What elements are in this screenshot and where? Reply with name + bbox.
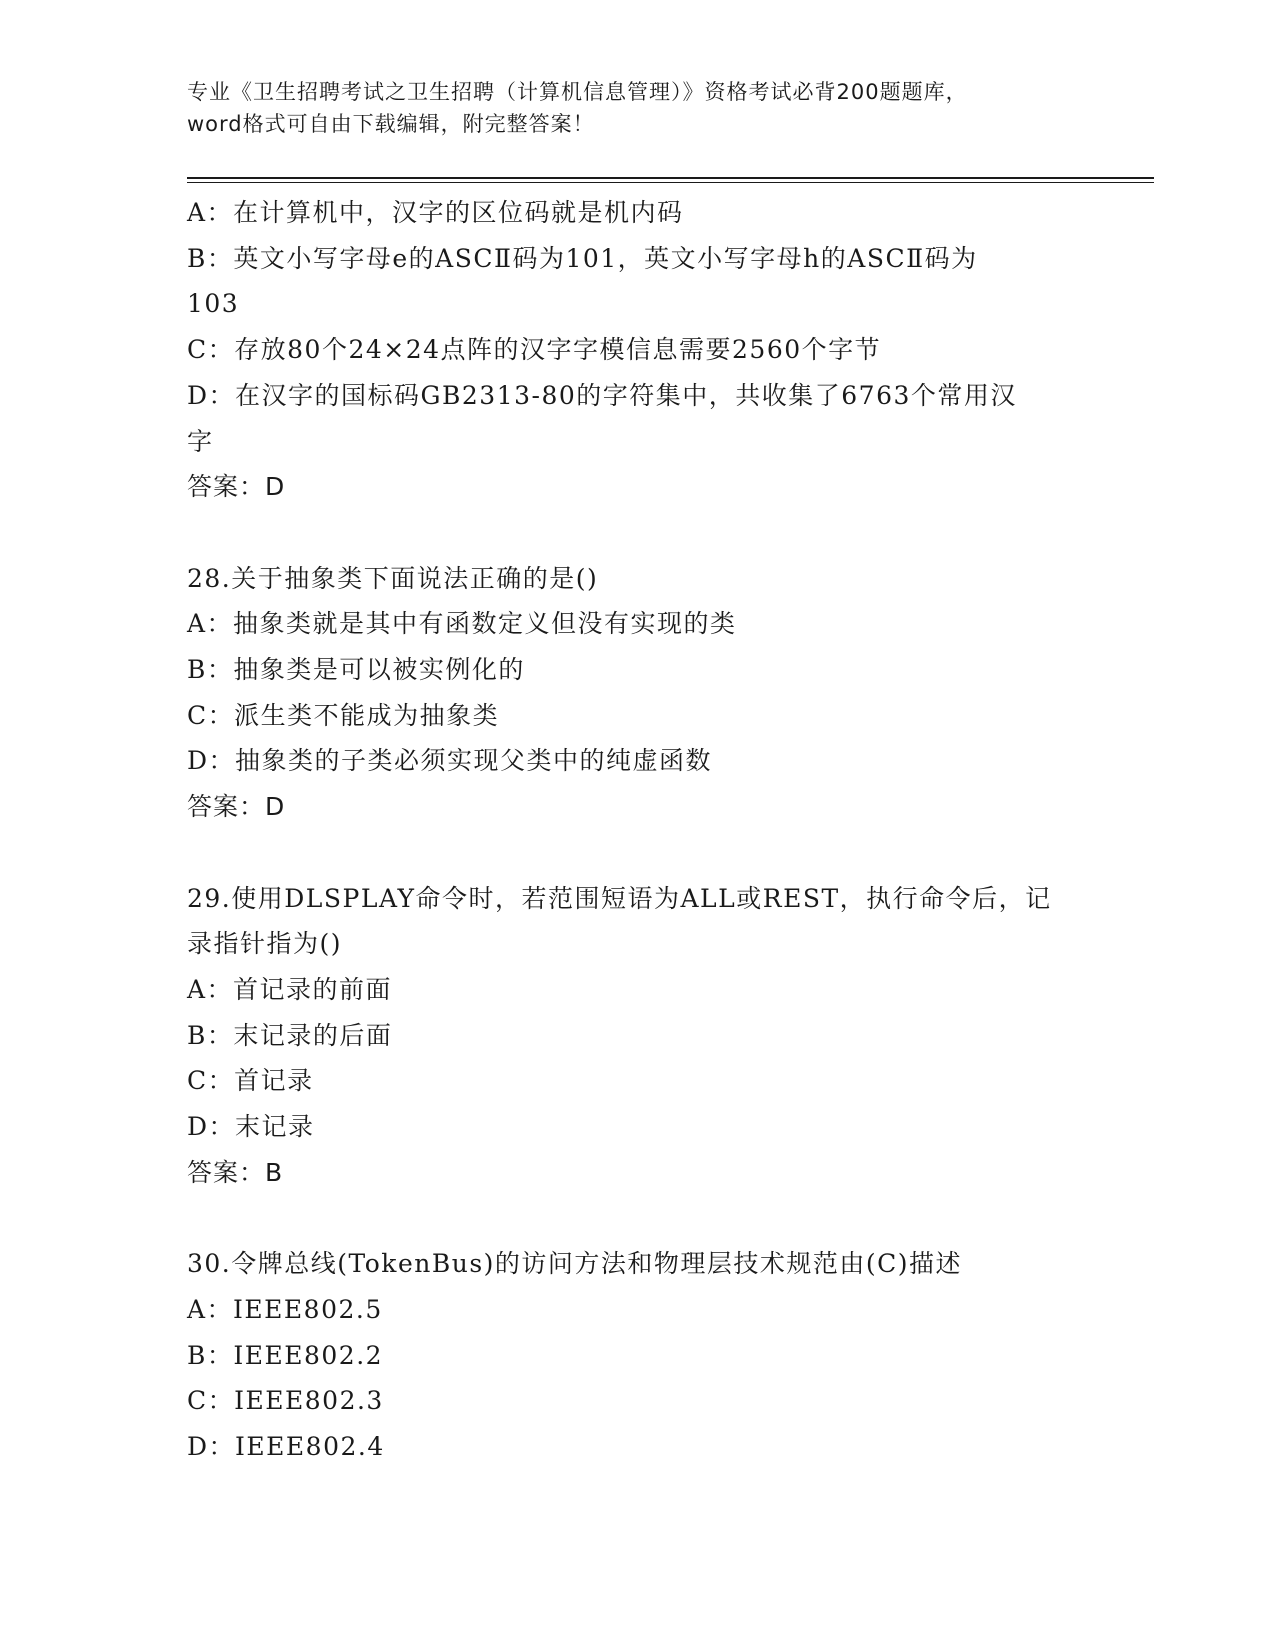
option-d: D：在汉字的国标码GB2313-80的字符集中，共收集了6763个常用汉 bbox=[187, 380, 1017, 410]
question-content bbox=[187, 190, 1087, 1470]
option-c: C：存放80个24×24点阵的汉字字模信息需要2560个字节 bbox=[187, 335, 882, 365]
spacer bbox=[187, 830, 1087, 876]
option-b: B：IEEE802.2 bbox=[187, 1340, 384, 1370]
option-d: D：IEEE802.4 bbox=[187, 1431, 385, 1461]
option-b: B：末记录的后面 bbox=[187, 1020, 393, 1050]
header-divider-thin bbox=[187, 182, 1154, 183]
option-a: A：首记录的前面 bbox=[187, 974, 393, 1004]
question-stem-continued: 录指针指为() bbox=[187, 929, 343, 959]
question-28 bbox=[187, 556, 1087, 830]
document-header bbox=[187, 76, 1087, 140]
answer-line: 答案：B bbox=[187, 1157, 284, 1187]
spacer bbox=[187, 510, 1087, 556]
option-d: D：抽象类的子类必须实现父类中的纯虚函数 bbox=[187, 746, 713, 776]
question-stem: 28.关于抽象类下面说法正确的是() bbox=[187, 563, 599, 593]
header-line-1: 专业《卫生招聘考试之卫生招聘（计算机信息管理）》资格考试必背200题题库， bbox=[187, 80, 968, 104]
question-29 bbox=[187, 876, 1087, 1196]
answer-line: 答案：D bbox=[187, 472, 286, 502]
option-c: C：IEEE802.3 bbox=[187, 1386, 384, 1416]
header-line-2: word格式可自由下载编辑，附完整答案！ bbox=[187, 112, 595, 136]
question-stem: 29.使用DLSPLAY命令时，若范围短语为ALL或REST，执行命令后，记 bbox=[187, 883, 1052, 913]
option-c: C：派生类不能成为抽象类 bbox=[187, 700, 500, 730]
option-a: A：IEEE802.5 bbox=[187, 1294, 383, 1324]
option-b: B：英文小写字母e的ASCⅡ码为101，英文小写字母h的ASCⅡ码为 bbox=[187, 243, 978, 273]
spacer bbox=[187, 1195, 1087, 1241]
answer-line: 答案：D bbox=[187, 792, 286, 822]
question-30 bbox=[187, 1241, 1087, 1470]
option-b-continued: 103 bbox=[187, 289, 240, 319]
option-d: D：末记录 bbox=[187, 1112, 315, 1142]
header-divider-thick bbox=[187, 177, 1154, 179]
question-27 bbox=[187, 190, 1087, 510]
option-a: A：在计算机中，汉字的区位码就是机内码 bbox=[187, 198, 684, 227]
option-a: A：抽象类就是其中有函数定义但没有实现的类 bbox=[187, 609, 737, 639]
option-d-continued: 字 bbox=[187, 426, 214, 456]
option-b: B：抽象类是可以被实例化的 bbox=[187, 655, 525, 685]
question-stem: 30.令牌总线(TokenBus)的访问方法和物理层技术规范由(C)描述 bbox=[187, 1249, 963, 1279]
option-c: C：首记录 bbox=[187, 1066, 314, 1096]
